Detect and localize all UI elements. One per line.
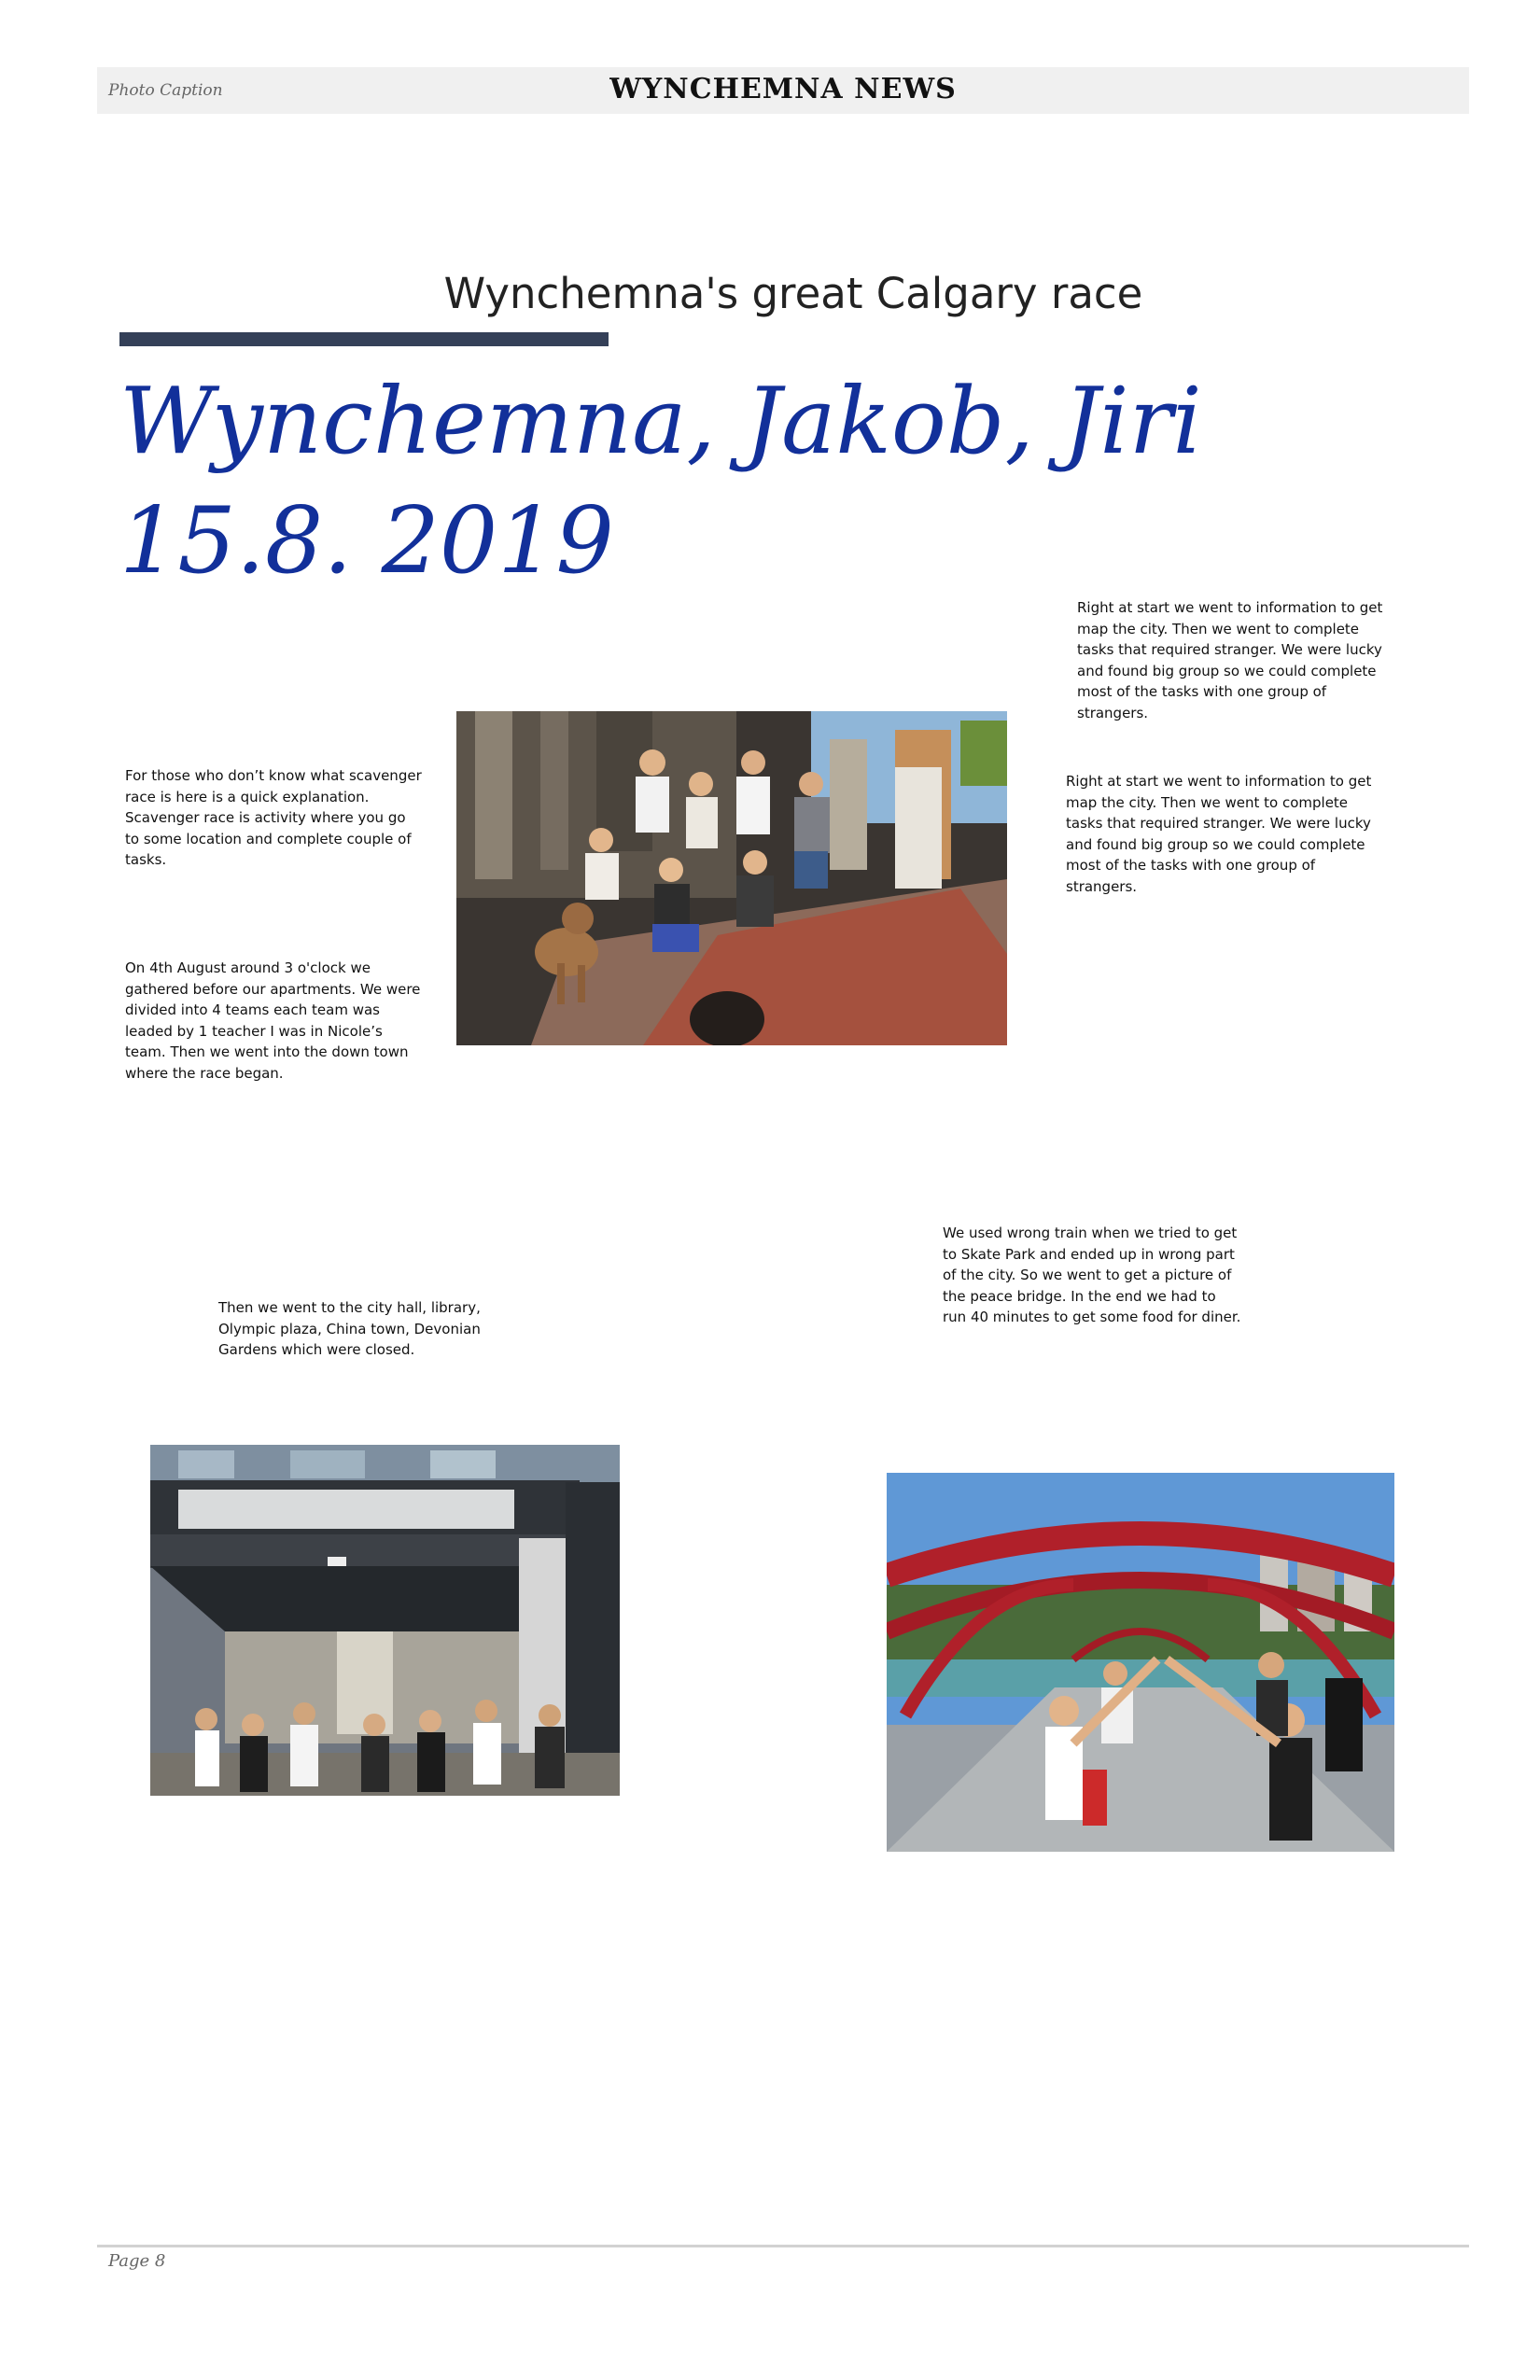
photo-caption-label: Photo Caption — [108, 81, 223, 100]
building-group-photo — [150, 1445, 620, 1796]
peace-bridge-photo — [887, 1473, 1394, 1852]
footer-rule — [97, 2245, 1469, 2247]
accent-rule — [119, 332, 609, 346]
building-group-photo-image — [150, 1445, 620, 1796]
page-number: Page 8 — [108, 2251, 166, 2271]
article-headline: Wynchemna, Jakob, Jiri 15.8. 2019 — [119, 369, 1202, 595]
group-photo-with-dog — [456, 711, 1007, 1045]
paragraph-city-hall: Then we went to the city hall, library, Olympic plaza, China town, Devonian Gardens which were closed. — [218, 1299, 481, 1359]
paragraph-train: We used wrong train when we tried to get to Skate Park and ended up in wrong part of the city. So we went to get a picture of the peace bridge. In the end we had to run 40 minutes to get some food for diner. — [943, 1225, 1241, 1326]
article-subtitle: Wynchemna's great Calgary race — [443, 269, 1143, 318]
paragraph-intro: For those who don’t know what scavenger race is here is a quick explanation. Scavenger race is activity where you go to some location and complete couple of tasks. — [125, 767, 422, 869]
group-photo-with-dog-image — [456, 711, 1007, 1045]
newspaper-title: WYNCHEMNA NEWS — [609, 73, 957, 105]
header-bar — [97, 67, 1469, 114]
paragraph-gathering: On 4th August around 3 o'clock we gathered before our apartments. We were divided into 4 teams each team was leaded by 1 teacher I was in Nicole’s team. Then we went into the down town where the race began. — [125, 959, 421, 1082]
paragraph-start-2: Right at start we went to information to get map the city. Then we went to complete tasks that required stranger. We were lucky and found big group so we could complete most of the tasks with one group of strangers. — [1066, 773, 1372, 895]
paragraph-start-1: Right at start we went to information to get map the city. Then we went to complete tasks that required stranger. We were lucky and found big group so we could complete most of the tasks with one group of strangers. — [1077, 599, 1383, 721]
peace-bridge-photo-image — [887, 1473, 1394, 1852]
